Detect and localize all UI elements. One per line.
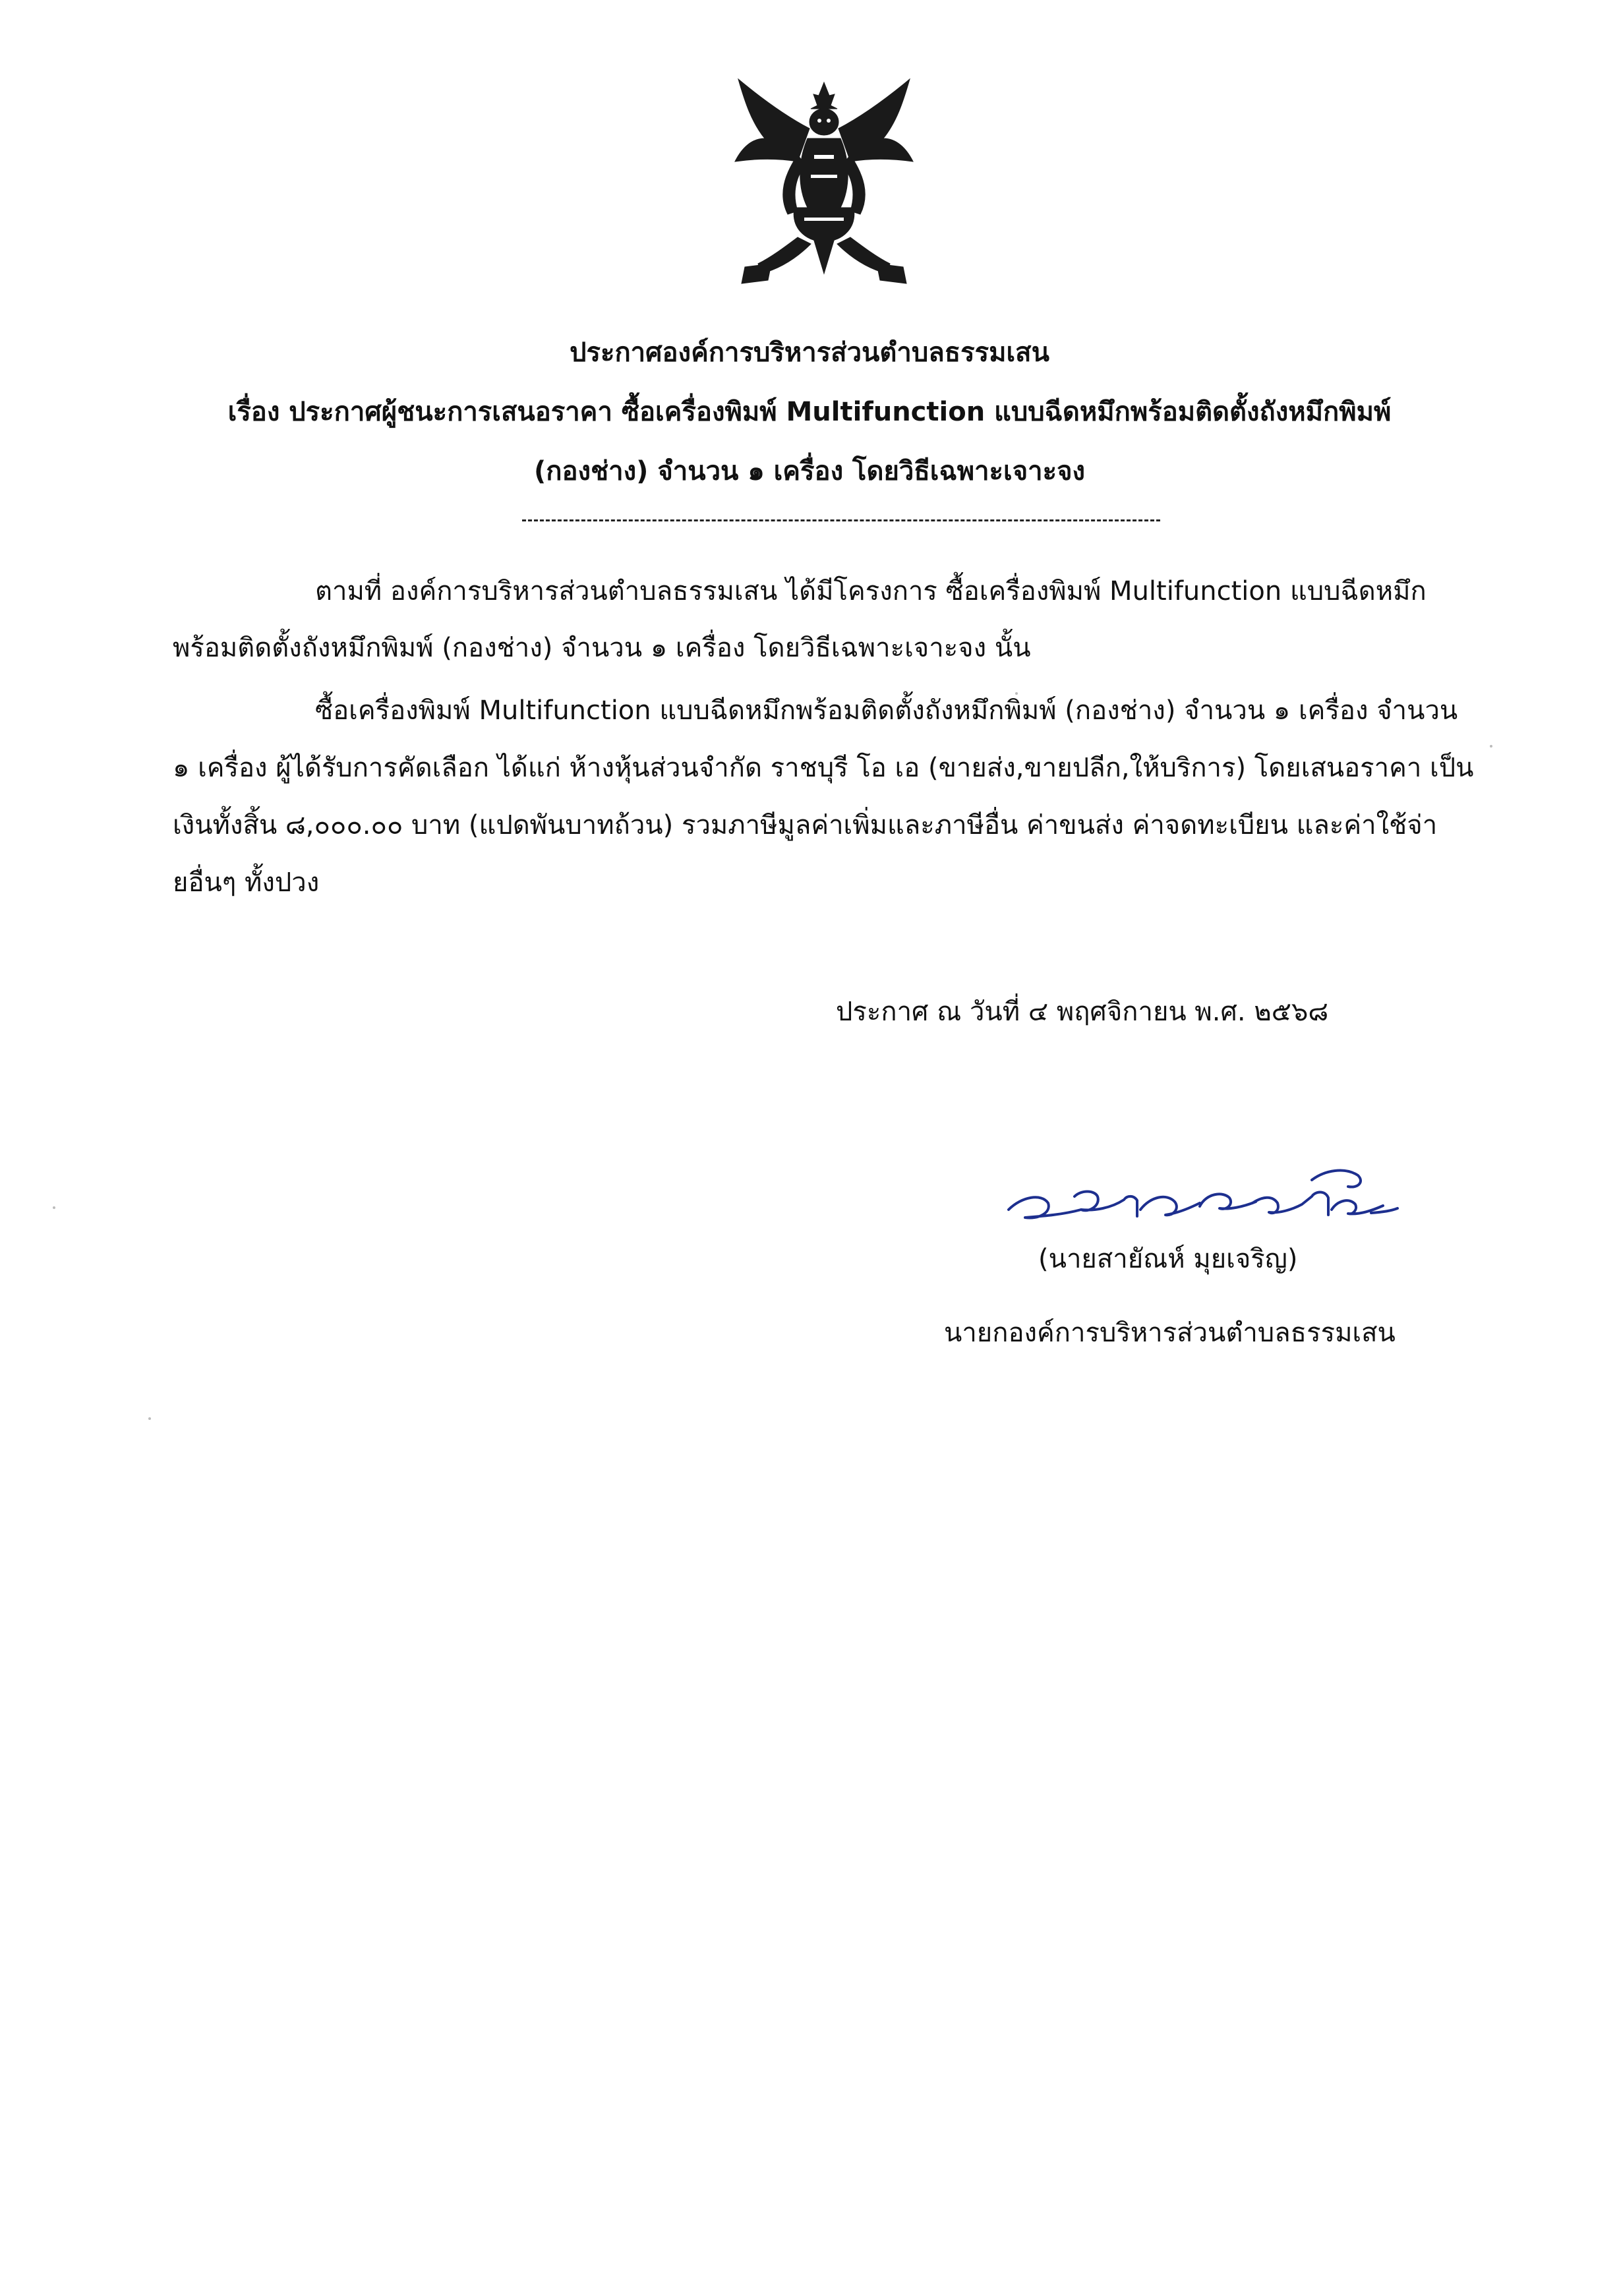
scan-speck bbox=[148, 1417, 151, 1420]
paragraph-2-line-4: ยอื่นๆ ทั้งปวง bbox=[173, 868, 320, 898]
paragraph-2-line-1: ซื้อเครื่องพิมพ์ Multifunction แบบฉีดหมึกพร้อมติดตั้งถังหมึกพิมพ์ (กองช่าง) จำนวน ๑ เครื่อง จำนวน bbox=[315, 695, 1458, 726]
announcement-subject: เรื่อง ประกาศผู้ชนะการเสนอราคา ซื้อเครื่องพิมพ์ Multifunction แบบฉีดหมึกพร้อมติดตั้งถังหมึกพิมพ์ bbox=[227, 397, 1392, 427]
handwritten-signature bbox=[1002, 1157, 1404, 1243]
paragraph-1-line-2: พร้อมติดตั้งถังหมึกพิมพ์ (กองช่าง) จำนวน ๑ เครื่อง โดยวิธีเฉพาะเจาะจง นั้น bbox=[173, 633, 1031, 663]
title-divider bbox=[522, 519, 1160, 521]
announcement-date: ประกาศ ณ วันที่ ๔ พฤศจิกายน พ.ศ. ๒๕๖๘ bbox=[836, 997, 1329, 1027]
paragraph-2-line-2: ๑ เครื่อง ผู้ได้รับการคัดเลือก ได้แก่ ห้างหุ้นส่วนจำกัด ราชบุรี โอ เอ (ขายส่ง,ขายปลีก,ให้บริการ) โดยเสนอราคา เป็น bbox=[173, 753, 1474, 783]
signer-title: นายกองค์การบริหารส่วนตำบลธรรมเสน bbox=[944, 1318, 1396, 1348]
scan-speck bbox=[1015, 692, 1018, 695]
signer-name: (นายสายัณห์ มุยเจริญ) bbox=[1038, 1244, 1298, 1274]
scan-speck bbox=[53, 1206, 55, 1209]
garuda-emblem-icon bbox=[732, 76, 916, 293]
announcement-subject-continued: (กองช่าง) จำนวน ๑ เครื่อง โดยวิธีเฉพาะเจาะจง bbox=[533, 456, 1086, 486]
scan-speck bbox=[1490, 745, 1492, 748]
paragraph-2-line-3: เงินทั้งสิ้น ๘,๐๐๐.๐๐ บาท (แปดพันบาทถ้วน) รวมภาษีมูลค่าเพิ่มและภาษีอื่น ค่าขนส่ง ค่าจดทะเบียน และค่าใช้จ่า bbox=[173, 810, 1438, 840]
announcement-title: ประกาศองค์การบริหารส่วนตำบลธรรมเสน bbox=[570, 338, 1049, 368]
paragraph-1-line-1: ตามที่ องค์การบริหารส่วนตำบลธรรมเสน ได้มีโครงการ ซื้อเครื่องพิมพ์ Multifunction แบบฉีดหมึก bbox=[315, 576, 1427, 606]
